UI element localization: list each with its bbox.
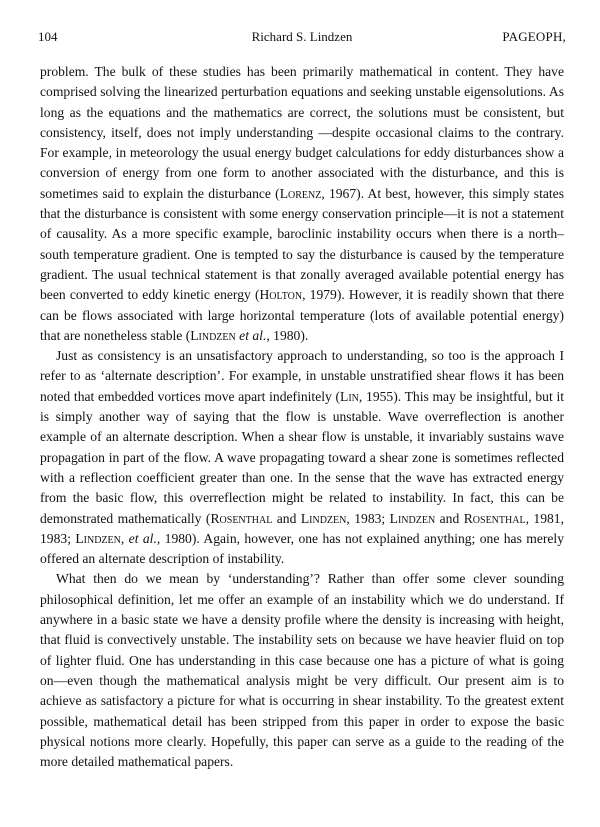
citation-author: Rosenthal bbox=[210, 510, 273, 526]
citation-author: Lindzen bbox=[389, 510, 436, 526]
body-text bbox=[40, 62, 564, 772]
citation-author: Holton bbox=[259, 287, 303, 303]
citation-etal: et al. bbox=[128, 530, 157, 546]
text-run: , 1980). bbox=[266, 327, 309, 343]
text-run: , bbox=[120, 530, 129, 546]
text-run: , 1980). Again, however, one has not explained anything; one has merely offered an alternate description of instability. bbox=[40, 530, 565, 567]
running-author: Richard S. Lindzen bbox=[251, 29, 353, 44]
text-run: problem. The bulk of these studies has been primarily mathematical in content. They have comprised solving the linearized perturbation equations and seeking unstable eigensolutions. As long as the equations and the mathematics are correct, the solutions must be consistent, but consistency, itself, does not imply understanding —despite occasional claims to the contrary. For example, in meteorology the usual energy budget calculations for eddy disturbances show a conversion of energy from one form to another associated with the disturbance, and this is sometimes said to explain the disturbance ( bbox=[40, 64, 564, 201]
paragraph bbox=[40, 62, 564, 346]
paragraph bbox=[40, 346, 564, 569]
running-header bbox=[38, 28, 566, 46]
citation-author: Lindzen bbox=[190, 327, 236, 343]
text-run: , 1981, 1983; bbox=[40, 510, 564, 546]
paragraph bbox=[40, 569, 564, 772]
text-run: , 1983; bbox=[346, 510, 390, 526]
citation-author: Lindzen bbox=[300, 510, 347, 526]
citation-author: Lorenz bbox=[279, 185, 322, 201]
citation-author: Lin bbox=[340, 388, 359, 404]
citation-etal: et al. bbox=[239, 327, 267, 343]
text-run: , 1955). This may be insightful, but it is simply another way of saying that the flow is unstable. Wave overreflection is another example of an alternate description. When a shear flow is unstable, it invariably sustains wave propagation in part of the flow. A wave propagating toward a shear zone is sometimes reflected with a reflection coefficient greater than one. In the sense that the wave has extracted energy from the basic flow, this overreflection might be related to instability. In fact, this can be demonstrated mathematically ( bbox=[40, 388, 565, 526]
text-run: and bbox=[272, 510, 301, 526]
page-number: 104 bbox=[38, 29, 58, 44]
text-run: What then do we mean by ‘understanding’? Rather than offer some clever sounding philosophical definition, let me offer an example of an instability which we do understand. If anywhere in a basic state we have a density profile where the density is increasing with height, that fluid is convectively unstable. The instability sets on because we have heavier fluid on top of lighter fluid. One has understanding in this case because one has a picture of what is going on—even though the mathematical analysis might be very difficult. Our present aim is to achieve as satisfactory a picture for what is occurring in shear instability. To the greatest extent possible, mathematical detail has been stripped from this paper in order to expose the basic physical notions more clearly. Hopefully, this paper can serve as a guide to the reading of the more detailed mathematical papers. bbox=[40, 571, 564, 770]
text-run: and bbox=[435, 510, 464, 526]
text-run: Just as consistency is an unsatisfactory approach to understanding, so too is the approach I refer to as ‘alternate description’. For example, in unstable unstratified shear flows it has been noted that embedded vortices move apart indefinitely ( bbox=[40, 348, 564, 404]
journal-name: PAGEOPH, bbox=[502, 29, 566, 44]
text-run: , 1967). At best, however, this simply states that the disturbance is consistent with some energy conservation principle—it is not a statement of causality. As a more specific example, baroclinic instability occurs when there is a north–south temperature gradient. One is tempted to say the disturbance is caused by the temperature gradient. The usual technical statement is that zonally averaged available potential energy has been converted to eddy kinetic energy ( bbox=[40, 185, 564, 303]
citation-author: Lindzen bbox=[75, 530, 121, 546]
text-run: , 1979). However, it is readily shown that there can be flows associated with large horizontal temperature (lots of available potential energy) that are nonetheless stable ( bbox=[40, 287, 564, 343]
citation-author: Rosenthal bbox=[463, 510, 526, 526]
